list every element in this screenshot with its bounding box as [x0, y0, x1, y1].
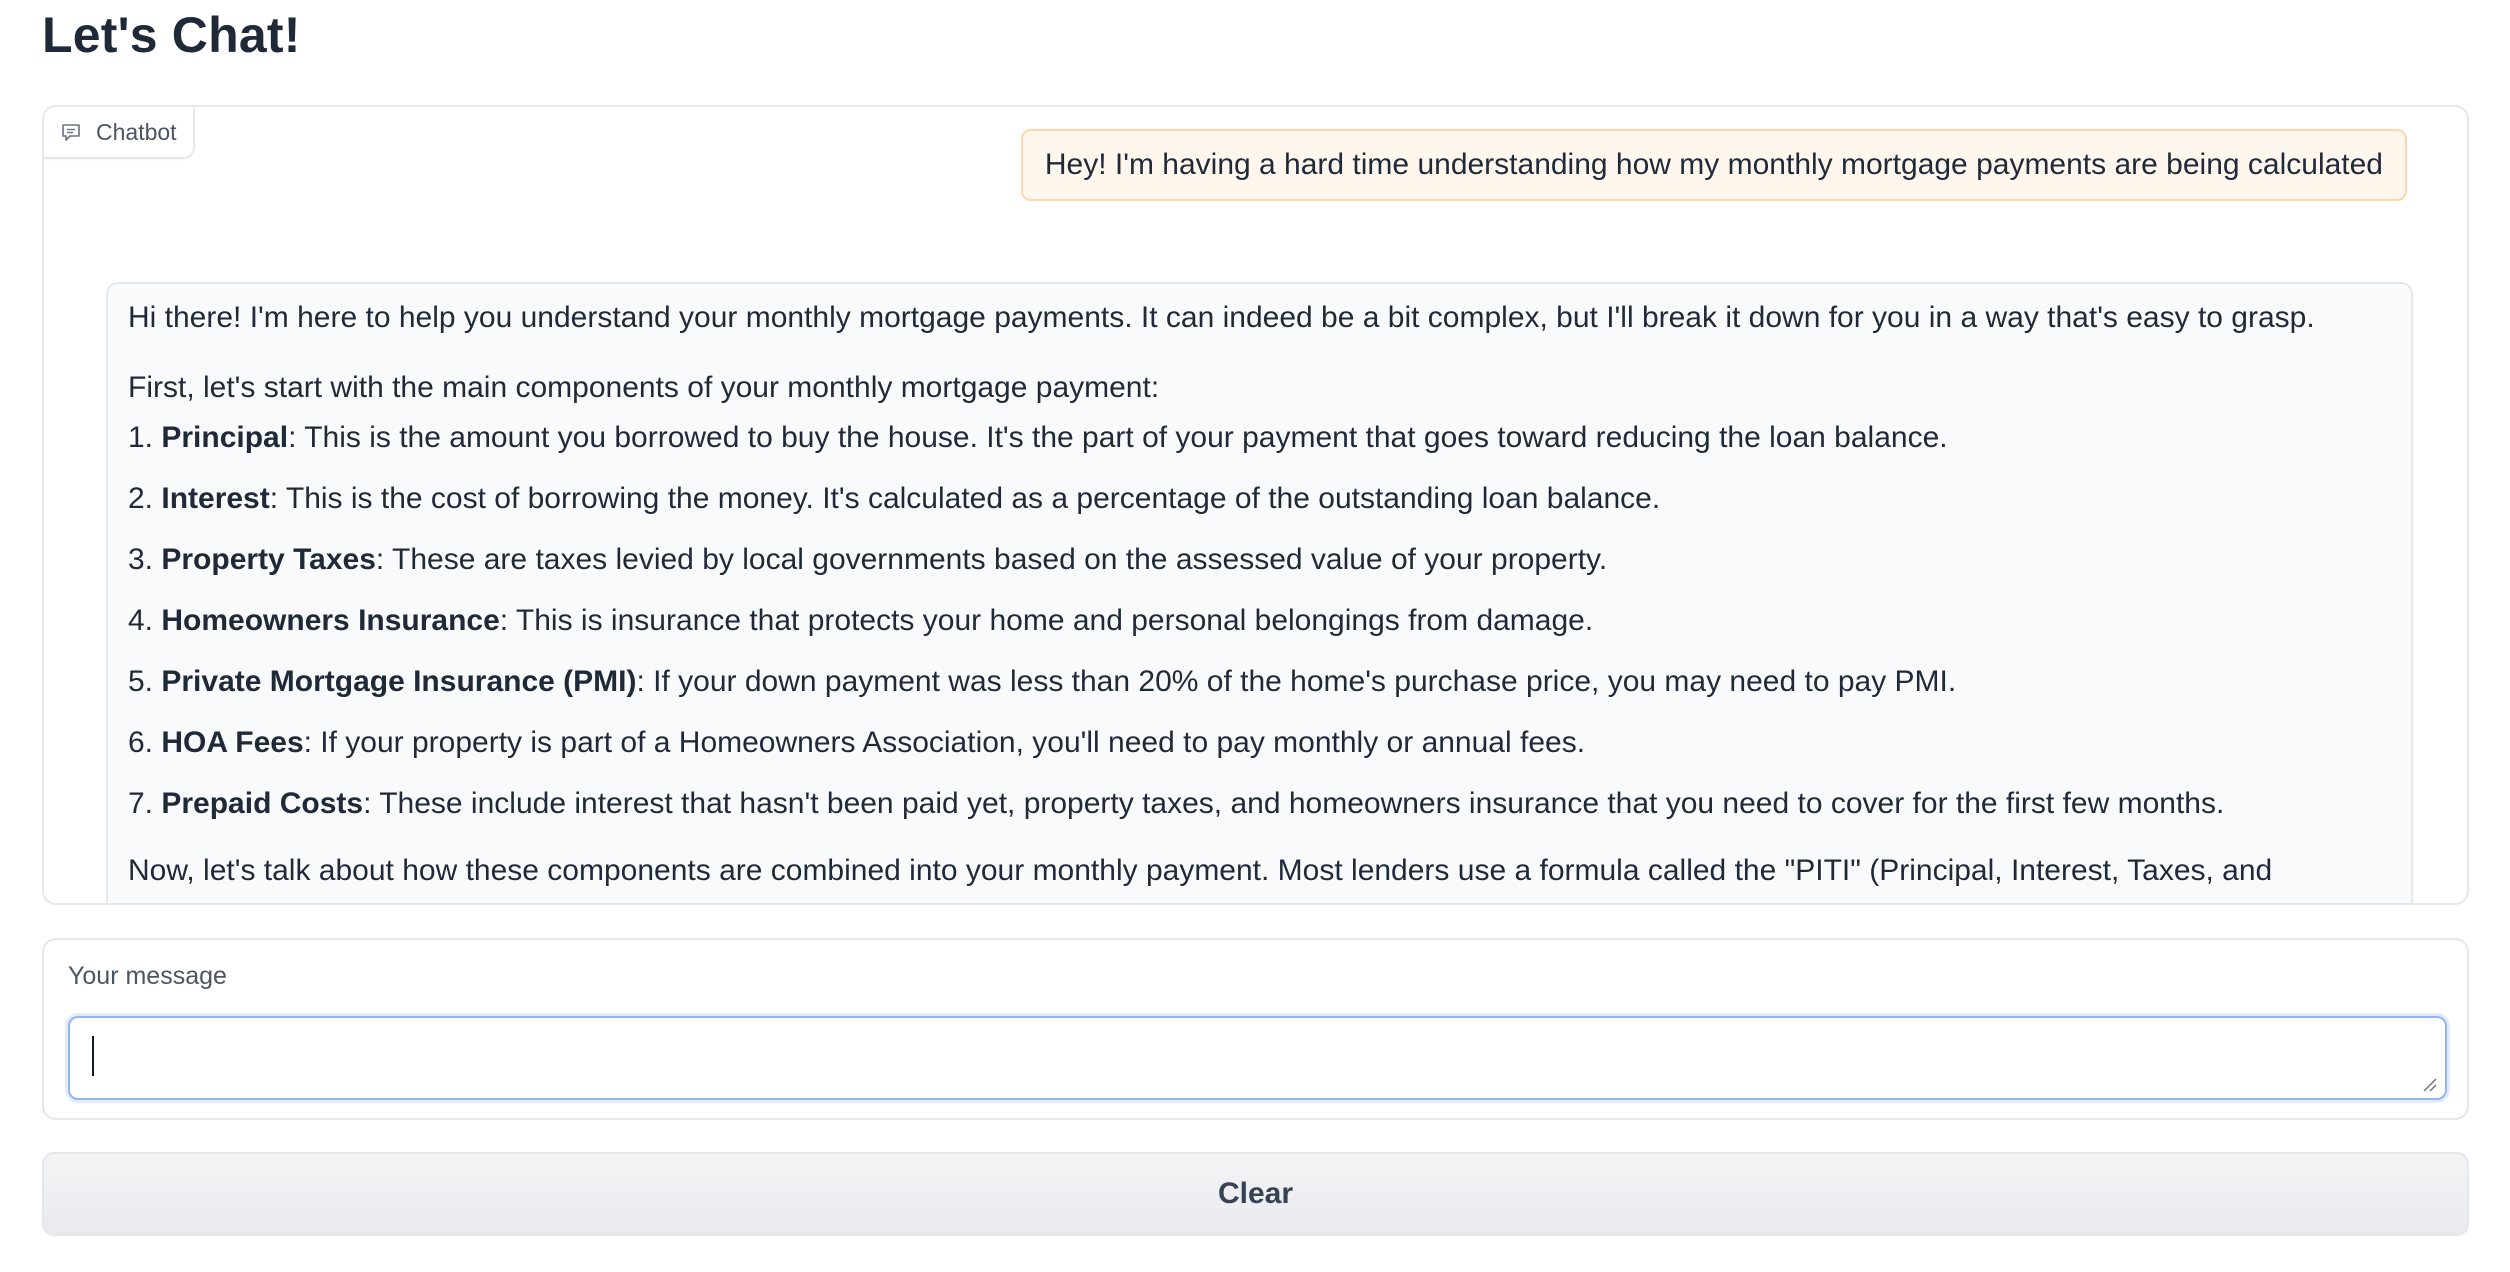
list-item: 7. Prepaid Costs: These include interest that hasn't been paid yet, property taxes, and homeowners insurance that you need to cover for the first few months.	[128, 787, 2225, 820]
chatbot-label-text: Chatbot	[96, 118, 177, 145]
components-list	[128, 418, 2391, 824]
list-item: 1. Principal: This is the amount you borrowed to buy the house. It's the part of your payment that goes toward reducing the loan balance.	[128, 421, 1948, 454]
message-label: Your message	[68, 962, 227, 990]
bot-message	[106, 282, 2413, 905]
bot-continuation: Now, let's talk about how these components are combined into your monthly payment. Most lenders use a formula called the "PITI" (Principal, Interest, Taxes, and	[128, 854, 2273, 887]
list-item: 2. Interest: This is the cost of borrowing the money. It's calculated as a percentage of the outstanding loan balance.	[128, 482, 1661, 515]
list-item: 5. Private Mortgage Insurance (PMI): If your down payment was less than 20% of the home's purchase price, you may need to pay PMI.	[128, 665, 1957, 698]
chatbot-panel[interactable]	[42, 105, 2469, 905]
list-item: 6. HOA Fees: If your property is part of a Homeowners Association, you'll need to pay monthly or annual fees.	[128, 726, 1586, 759]
chat-icon	[60, 121, 82, 143]
bot-intro: Hi there! I'm here to help you understand your monthly mortgage payments. It can indeed be a bit complex, but I'll break it down for you in a way that's easy to grasp.	[128, 301, 2315, 334]
chatbot-label	[44, 107, 195, 159]
text-caret	[92, 1036, 94, 1076]
bot-lead: First, let's start with the main components of your monthly mortgage payment:	[128, 371, 1160, 404]
resize-grip-icon[interactable]	[2419, 1074, 2437, 1092]
message-panel	[42, 938, 2469, 1120]
clear-button[interactable]: Clear	[42, 1152, 2469, 1236]
user-message: Hey! I'm having a hard time understanding how my monthly mortgage payments are being calculated	[1021, 129, 2407, 201]
message-input[interactable]	[68, 1016, 2447, 1100]
list-item: 4. Homeowners Insurance: This is insurance that protects your home and personal belongings from damage.	[128, 604, 1594, 637]
list-item: 3. Property Taxes: These are taxes levied by local governments based on the assessed value of your property.	[128, 543, 1608, 576]
page-title: Let's Chat!	[42, 7, 301, 63]
